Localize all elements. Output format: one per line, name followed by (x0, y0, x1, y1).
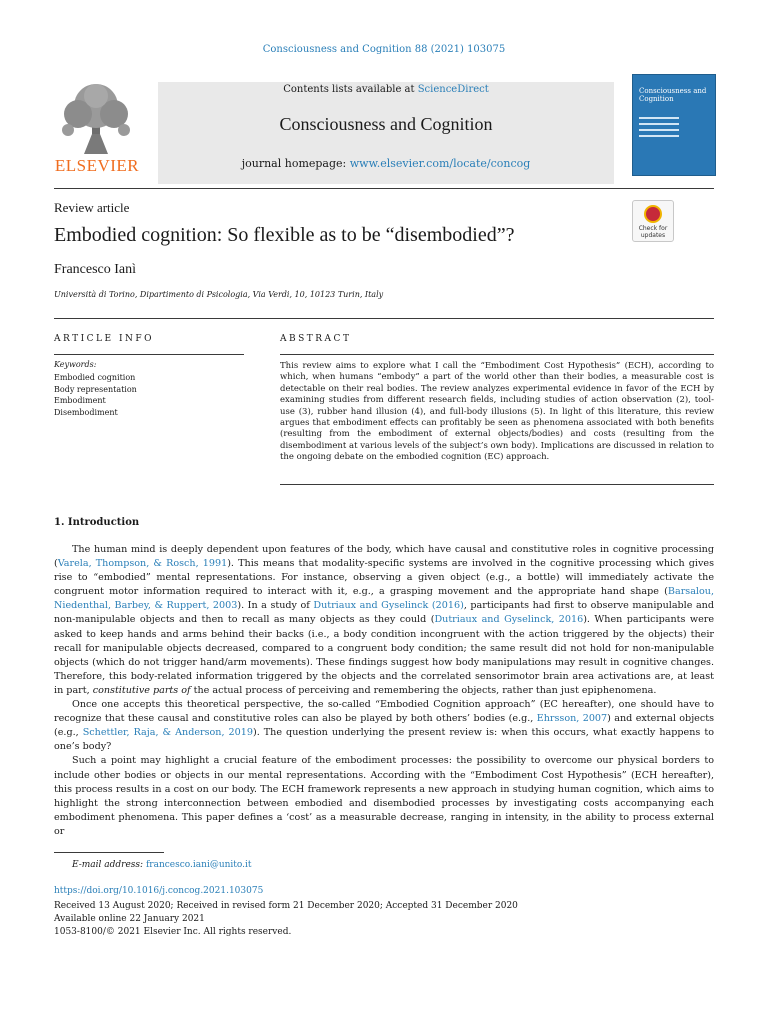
text-run: ). When participants were asked to keep hands and arms behind their backs (i.e., a body condition incongruent with the action triggered by the objects) their recall for manipulable objects decreased, compared to a congruent body condition; the same result did not hold for non-manipulable objects (which do not trigger hand/arm movements). These findings suggest how body manipulations may result in cognitive changes. Therefore, this body-related information triggered by the objects and the correlated sensorimotor brain area activations are, at least in part, (54, 614, 715, 696)
journal-homepage-link[interactable]: www.elsevier.com/locate/concog (349, 157, 531, 170)
citation-link[interactable]: Barsalou, Niedenthal, Barbey, & Ruppert, 2003 (54, 586, 714, 612)
citation-link[interactable]: Schettler, Raja, & Anderson, 2019 (82, 727, 253, 739)
text-run: , participants had first to observe manipulable and non-manipulable objects and then to recall as many objects as they could ( (54, 600, 715, 626)
section-divider (54, 318, 714, 319)
article-info-rule (54, 354, 244, 355)
homepage-line (158, 157, 614, 170)
text-run: Once one accepts this theoretical perspective, the so-called “Embodied Cognition approach” (EC hereafter), one should have to recognize that these causal and constitutive roles can also be played by both others’ bodies (e.g., (54, 699, 714, 725)
introduction-body (54, 543, 714, 839)
footnote-rule (54, 852, 164, 853)
keywords-label: Keywords: (54, 360, 97, 369)
intro-paragraph-2 (54, 698, 714, 754)
keyword-item: Disembodiment (54, 407, 118, 417)
introduction-heading: 1. Introduction (54, 517, 140, 528)
text-run: ) and external objects (e.g., (54, 713, 715, 739)
bookmark-icon (644, 205, 662, 223)
elsevier-tree-logo (54, 82, 138, 156)
publication-history (54, 900, 518, 939)
text-run: The human mind is deeply dependent upon features of the body, which have causal and constitutive roles in cognitive processing ( (54, 544, 714, 570)
abstract-heading: ABSTRACT (280, 334, 352, 344)
citation-link[interactable]: Dutriaux and Gyselinck, 2016 (434, 614, 584, 626)
keyword-item: Embodiment (54, 396, 106, 405)
text-run: ). This means that modality-specific systems are involved in the cognitive processing which gives rise to “embodied” mental representations. For instance, observing a given object (e.g., a bottle) will immediately activate the congruent motor information required to interact with it, e.g., a grasping movement and the appropriate hand shape ( (54, 558, 715, 598)
citation-link[interactable]: Ehrsson, 2007 (536, 713, 608, 725)
emphasis-text: constitutive parts of (92, 684, 191, 696)
cover-title: Consciousness and Cognition (639, 87, 707, 103)
author-affiliation: Università di Torino, Dipartimento di Psicologia, Via Verdi, 10, 10123 Turin, Italy (54, 290, 384, 299)
sciencedirect-link[interactable]: ScienceDirect (417, 84, 489, 95)
keyword-item: Embodied cognition (54, 373, 136, 382)
abstract-bottom-rule (280, 484, 714, 485)
journal-title: Consciousness and Cognition (279, 114, 493, 134)
doi-link[interactable]: https://doi.org/10.1016/j.concog.2021.103075 (54, 886, 264, 896)
text-run: the actual process of perceiving and remembering the objects, rather than just epiphenomena. (190, 684, 657, 696)
email-label: E-mail address: (72, 860, 144, 870)
citation-link[interactable]: Varela, Thompson, & Rosch, 1991 (57, 558, 228, 570)
journal-cover-image[interactable] (632, 74, 716, 176)
article-title: Embodied cognition: So flexible as to be “disembodied”? (54, 224, 515, 246)
available-online: Available online 22 January 2021 (54, 914, 205, 924)
keywords-list (54, 372, 137, 418)
copyright: 1053-8100/© 2021 Elsevier Inc. All rights reserved. (54, 927, 292, 937)
cover-decoration (639, 117, 679, 141)
text-run: ). The question underlying the present review is: when this occurs, what exactly happens to one’s body? (54, 727, 714, 753)
citation-link[interactable]: Dutriaux and Gyselinck (2016) (313, 600, 464, 612)
text-run: ). In a study of (237, 600, 314, 612)
article-info-heading: ARTICLE INFO (54, 334, 155, 344)
elsevier-logo-text: ELSEVIER (54, 156, 140, 175)
contents-line (158, 84, 614, 95)
footnote-email (72, 860, 252, 870)
header-divider (54, 188, 714, 189)
intro-paragraph-3: Such a point may highlight a crucial feature of the embodiment processes: the possibility to overcome our physical borders to include other bodies or objects in our mental representations. According with the “Embodiment Cost Hypothesis” (ECH hereafter), this process results in a cost on our body. The ECH framework represents a new approach in studying human cognition, which aims to highlight the strong interconnection between embodied and disembodied processes by investigating costs accompanying each embodiment phenomena. This paper defines a ‘cost’ as a measurable decrease, ranging in intensity, in the ability to process external or (54, 755, 714, 837)
keyword-item: Body representation (54, 384, 137, 394)
check-for-updates-label: Check for updates (638, 225, 668, 239)
article-type: Review article (54, 200, 130, 215)
contents-prefix: Contents lists available at (283, 84, 418, 95)
abstract-rule (280, 354, 714, 355)
journal-citation[interactable]: Consciousness and Cognition 88 (2021) 103075 (262, 44, 506, 55)
author-email-link[interactable]: francesco.iani@unito.it (145, 860, 252, 870)
check-for-updates-badge[interactable] (632, 200, 674, 242)
intro-paragraph-1 (54, 543, 714, 698)
abstract-text: This review aims to explore what I call the “Embodiment Cost Hypothesis” (ECH), according to which, when humans “embody” a part of the world other than their bodies, a measurable cost is detectable on their real bodies. The review analyzes experimental evidence in favor of the ECH by examining studies from different research fields, including studies of action observation (2), tool-use (3), rubber hand illusion (4), and full-body illusions (5). In light of this literature, this review argues that embodiment effects can profitably be seen as phenomena associated with both benefits (resulting from the embodiment of external objects/bodies) and costs (resulting from the disembodiment at various levels of the subject’s own body). Implications are discussed in relation to the ongoing debate on the embodied cognition (EC) approach. (280, 361, 714, 463)
author-name: Francesco Ianì (54, 262, 137, 277)
homepage-prefix: journal homepage: (241, 157, 350, 170)
received-dates: Received 13 August 2020; Received in revised form 21 December 2020; Accepted 31 December 2020 (54, 901, 518, 911)
